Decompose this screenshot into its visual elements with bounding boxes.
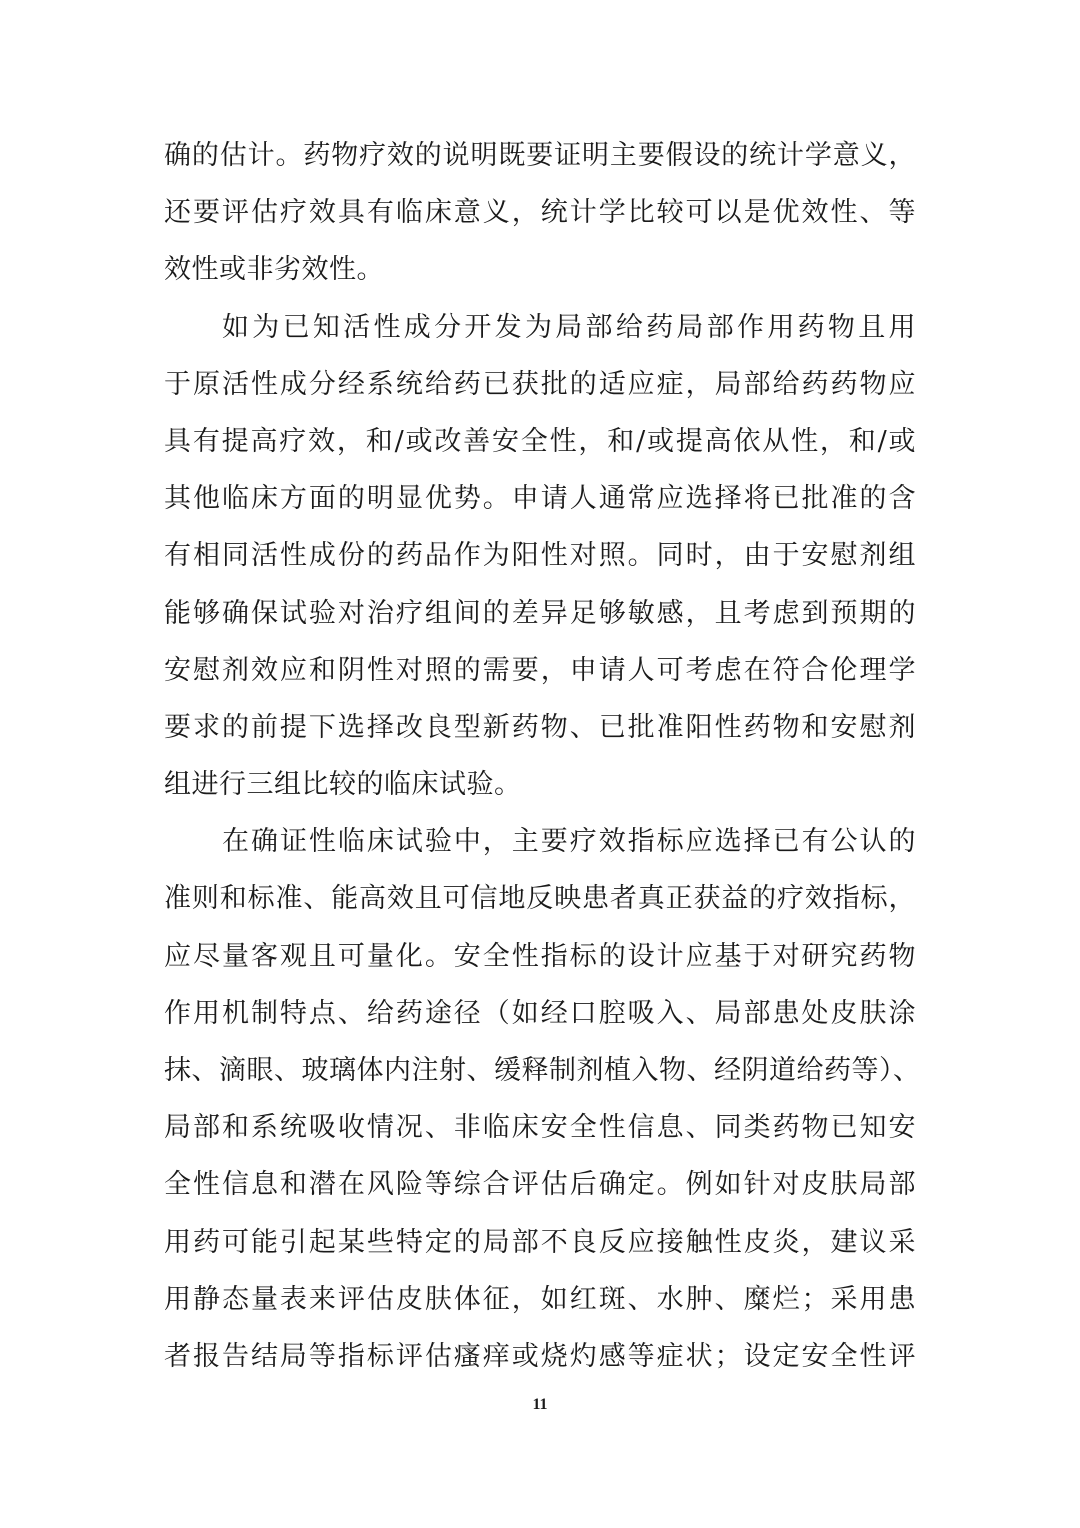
text-line: 用静态量表来评估皮肤体征，如红斑、水肿、糜烂；采用患: [164, 1283, 916, 1315]
text-line: 效性或非劣效性。: [164, 254, 384, 286]
text-line: 用药可能引起某些特定的局部不良反应接触性皮炎，建议采: [164, 1226, 916, 1258]
text-line: 如为已知活性成分开发为局部给药局部作用药物且用: [222, 311, 916, 343]
text-line: 还要评估疗效具有临床意义，统计学比较可以是优效性、等: [164, 197, 916, 229]
text-line: 在确证性临床试验中，主要疗效指标应选择已有公认的: [222, 826, 916, 858]
text-line: 组进行三组比较的临床试验。: [164, 769, 522, 801]
page-number: 11: [532, 1396, 548, 1413]
text-line: 有相同活性成份的药品作为阳性对照。同时，由于安慰剂组: [164, 540, 916, 572]
text-line: 应尽量客观且可量化。安全性指标的设计应基于对研究药物: [164, 940, 916, 972]
text-line: 能够确保试验对治疗组间的差异足够敏感，且考虑到预期的: [164, 597, 916, 629]
text-line: 于原活性成分经系统给药已获批的适应症，局部给药药物应: [164, 368, 916, 400]
text-line: 准则和标准、能高效且可信地反映患者真正获益的疗效指标，: [164, 883, 916, 915]
text-line: 其他临床方面的明显优势。申请人通常应选择将已批准的含: [164, 483, 916, 515]
text-line: 要求的前提下选择改良型新药物、已批准阳性药物和安慰剂: [164, 711, 916, 743]
text-line: 局部和系统吸收情况、非临床安全性信息、同类药物已知安: [164, 1112, 916, 1144]
text-line: 安慰剂效应和阴性对照的需要，申请人可考虑在符合伦理学: [164, 654, 916, 686]
text-line: 者报告结局等指标评估瘙痒或烧灼感等症状；设定安全性评: [164, 1340, 916, 1372]
text-line: 确的估计。药物疗效的说明既要证明主要假设的统计学意义，: [164, 140, 916, 171]
text-line: 抹、滴眼、玻璃体内注射、缓释制剂植入物、经阴道给药等）、: [164, 1055, 921, 1086]
text-line: 具有提高疗效，和/或改善安全性，和/或提高依从性，和/或: [164, 425, 916, 457]
body-text: [164, 127, 921, 1385]
text-line: 全性信息和潜在风险等综合评估后确定。例如针对皮肤局部: [164, 1169, 916, 1201]
text-line: 作用机制特点、给药途径（如经口腔吸入、局部患处皮肤涂: [164, 997, 916, 1029]
